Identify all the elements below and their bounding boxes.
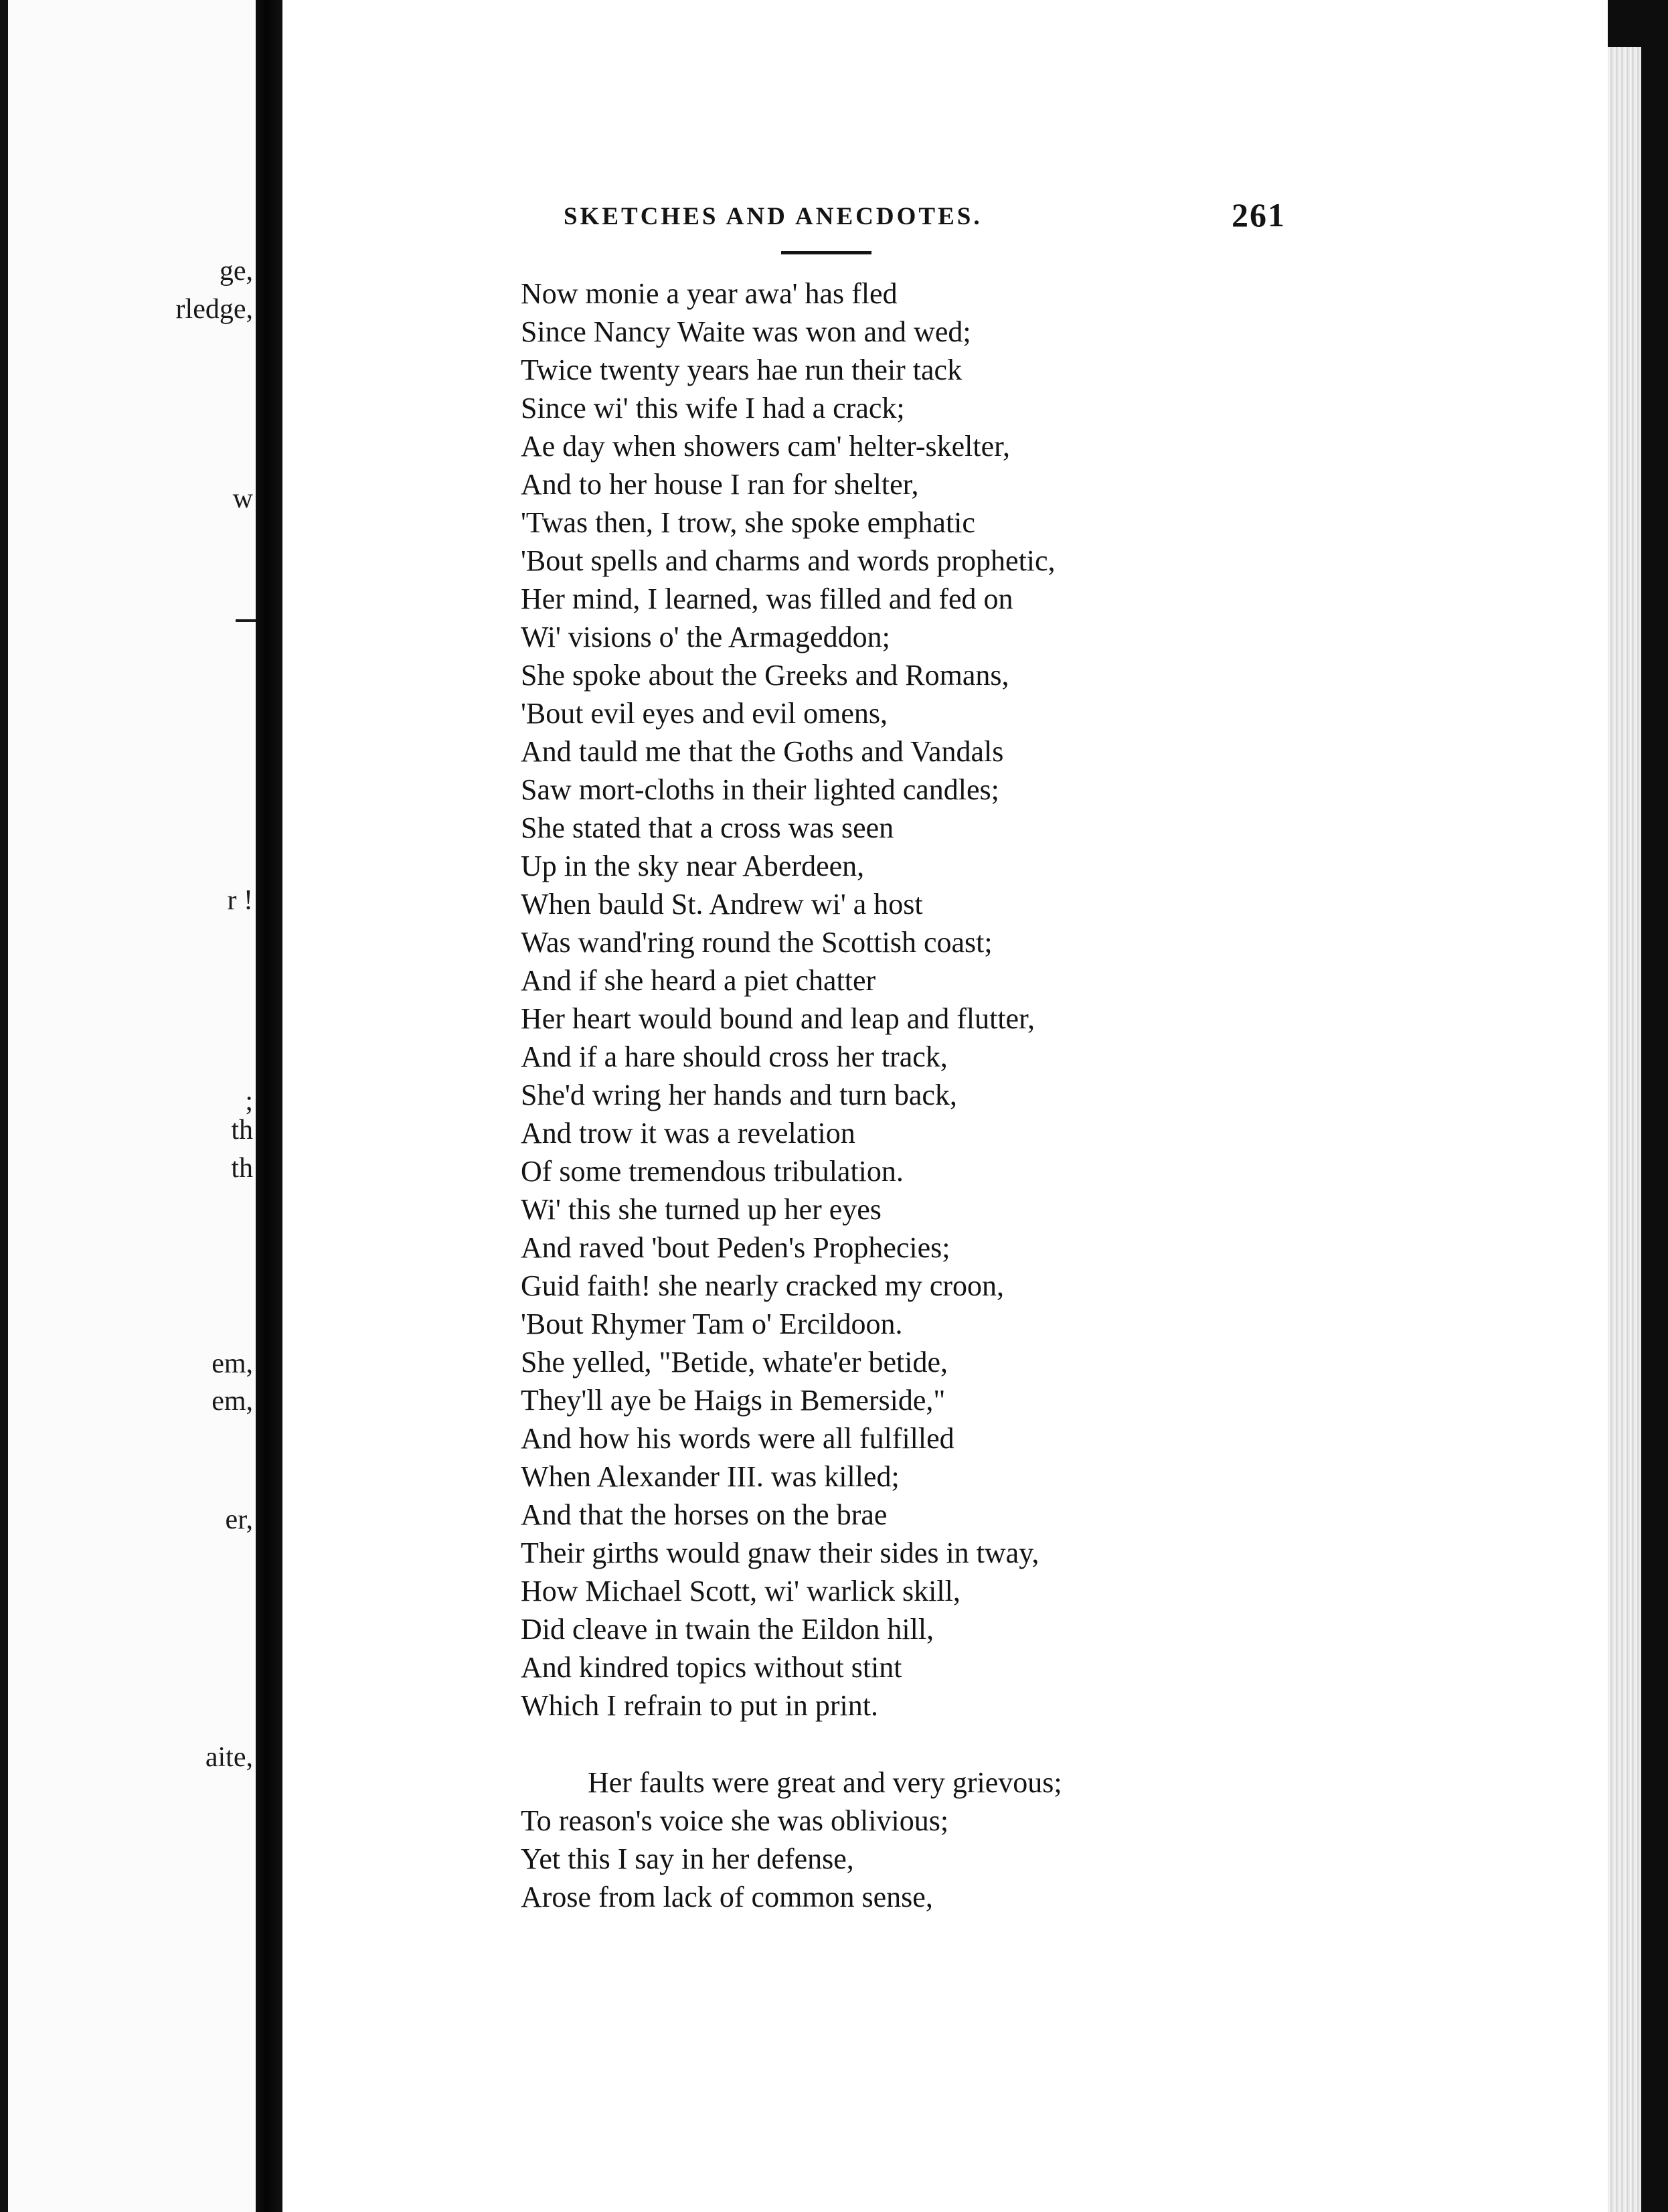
poem-line: And trow it was a revelation [521, 1117, 855, 1150]
facing-page-fragment: er, [225, 1504, 253, 1535]
poem-line: They'll aye be Haigs in Bemerside," [521, 1384, 946, 1417]
poem-line: And how his words were all fulfilled [521, 1422, 954, 1455]
poem-line: Was wand'ring round the Scottish coast; [521, 926, 993, 959]
poem-line: Since wi' this wife I had a crack; [521, 392, 905, 424]
poem-line: 'Bout spells and charms and words prophetic, [521, 544, 1056, 577]
poem-line: Which I refrain to put in print. [521, 1689, 878, 1722]
facing-page-fragment: r ! [227, 885, 253, 916]
poem-line: To reason's voice she was oblivious; [521, 1804, 949, 1837]
poem-line: She yelled, "Betide, whate'er betide, [521, 1346, 948, 1378]
facing-page-fragment: ; [245, 1086, 253, 1117]
poem-line: When Alexander III. was killed; [521, 1460, 900, 1493]
facing-page-fragment: ge, [219, 256, 253, 287]
running-head: SKETCHES AND ANECDOTES. [564, 203, 983, 230]
poem-line: And that the horses on the brae [521, 1498, 888, 1531]
facing-page-fragment: th [231, 1115, 253, 1146]
poem-line: 'Bout Rhymer Tam o' Ercildoon. [521, 1308, 903, 1340]
poem-line: Their girths would gnaw their sides in tway, [521, 1536, 1039, 1569]
poem-line: Wi' visions o' the Armageddon; [521, 621, 890, 653]
facing-page-fragment: em, [212, 1386, 253, 1417]
poem-line: Since Nancy Waite was won and wed; [521, 315, 971, 348]
poem-line: Saw mort-cloths in their lighted candles; [521, 773, 999, 806]
poem-line: And raved 'bout Peden's Prophecies; [521, 1231, 950, 1264]
page-edges [1608, 47, 1641, 2212]
facing-page-fragment: aite, [205, 1742, 253, 1773]
poem-line: Her faults were great and very grievous; [588, 1766, 1062, 1799]
poem-line: And tauld me that the Goths and Vandals [521, 735, 1004, 768]
facing-page-fragment: th [231, 1153, 253, 1184]
poem-line: How Michael Scott, wi' warlick skill, [521, 1575, 961, 1607]
poem-line: Wi' this she turned up her eyes [521, 1193, 882, 1226]
poem-line: Arose from lack of common sense, [521, 1881, 933, 1913]
poem-line: And kindred topics without stint [521, 1651, 902, 1684]
facing-page-fragment: em, [212, 1348, 253, 1379]
poem-stanza-2 [521, 1763, 1525, 1916]
header-rule [781, 251, 871, 254]
poem-line: 'Bout evil eyes and evil omens, [521, 697, 888, 730]
facing-page [8, 0, 256, 2212]
scan-background-top-right [1608, 0, 1641, 47]
poem-line: Twice twenty years hae run their tack [521, 353, 963, 386]
poem-line: Up in the sky near Aberdeen, [521, 850, 865, 882]
page-number: 261 [1232, 196, 1286, 234]
main-page [282, 0, 1608, 2212]
poem-line: She spoke about the Greeks and Romans, [521, 659, 1009, 692]
poem-line: Guid faith! she nearly cracked my croon, [521, 1269, 1005, 1302]
poem-line: Of some tremendous tribulation. [521, 1155, 904, 1188]
poem-line: She stated that a cross was seen [521, 811, 894, 844]
poem-line: When bauld St. Andrew wi' a host [521, 888, 923, 921]
poem-line: Her heart would bound and leap and flutter, [521, 1002, 1035, 1035]
poem-stanza-1 [521, 274, 1525, 1725]
poem-line: Her mind, I learned, was filled and fed on [521, 582, 1013, 615]
scan-background-right [1641, 0, 1668, 2212]
poem-line: Did cleave in twain the Eildon hill, [521, 1613, 934, 1646]
poem-line: Ae day when showers cam' helter-skelter, [521, 430, 1011, 463]
book-gutter [256, 0, 282, 2212]
poem-line: Now monie a year awa' has fled [521, 277, 898, 310]
poem-line: Yet this I say in her defense, [521, 1842, 854, 1875]
facing-page-dash [236, 619, 256, 622]
facing-page-fragment: rledge, [175, 294, 253, 325]
poem-line: And if she heard a piet chatter [521, 964, 876, 997]
poem-line: And if a hare should cross her track, [521, 1040, 948, 1073]
scan-background-left [0, 0, 8, 2212]
poem-line: 'Twas then, I trow, she spoke emphatic [521, 506, 975, 539]
facing-page-fragment: w [232, 483, 253, 514]
poem-line: She'd wring her hands and turn back, [521, 1079, 957, 1111]
poem-line: And to her house I ran for shelter, [521, 468, 919, 501]
